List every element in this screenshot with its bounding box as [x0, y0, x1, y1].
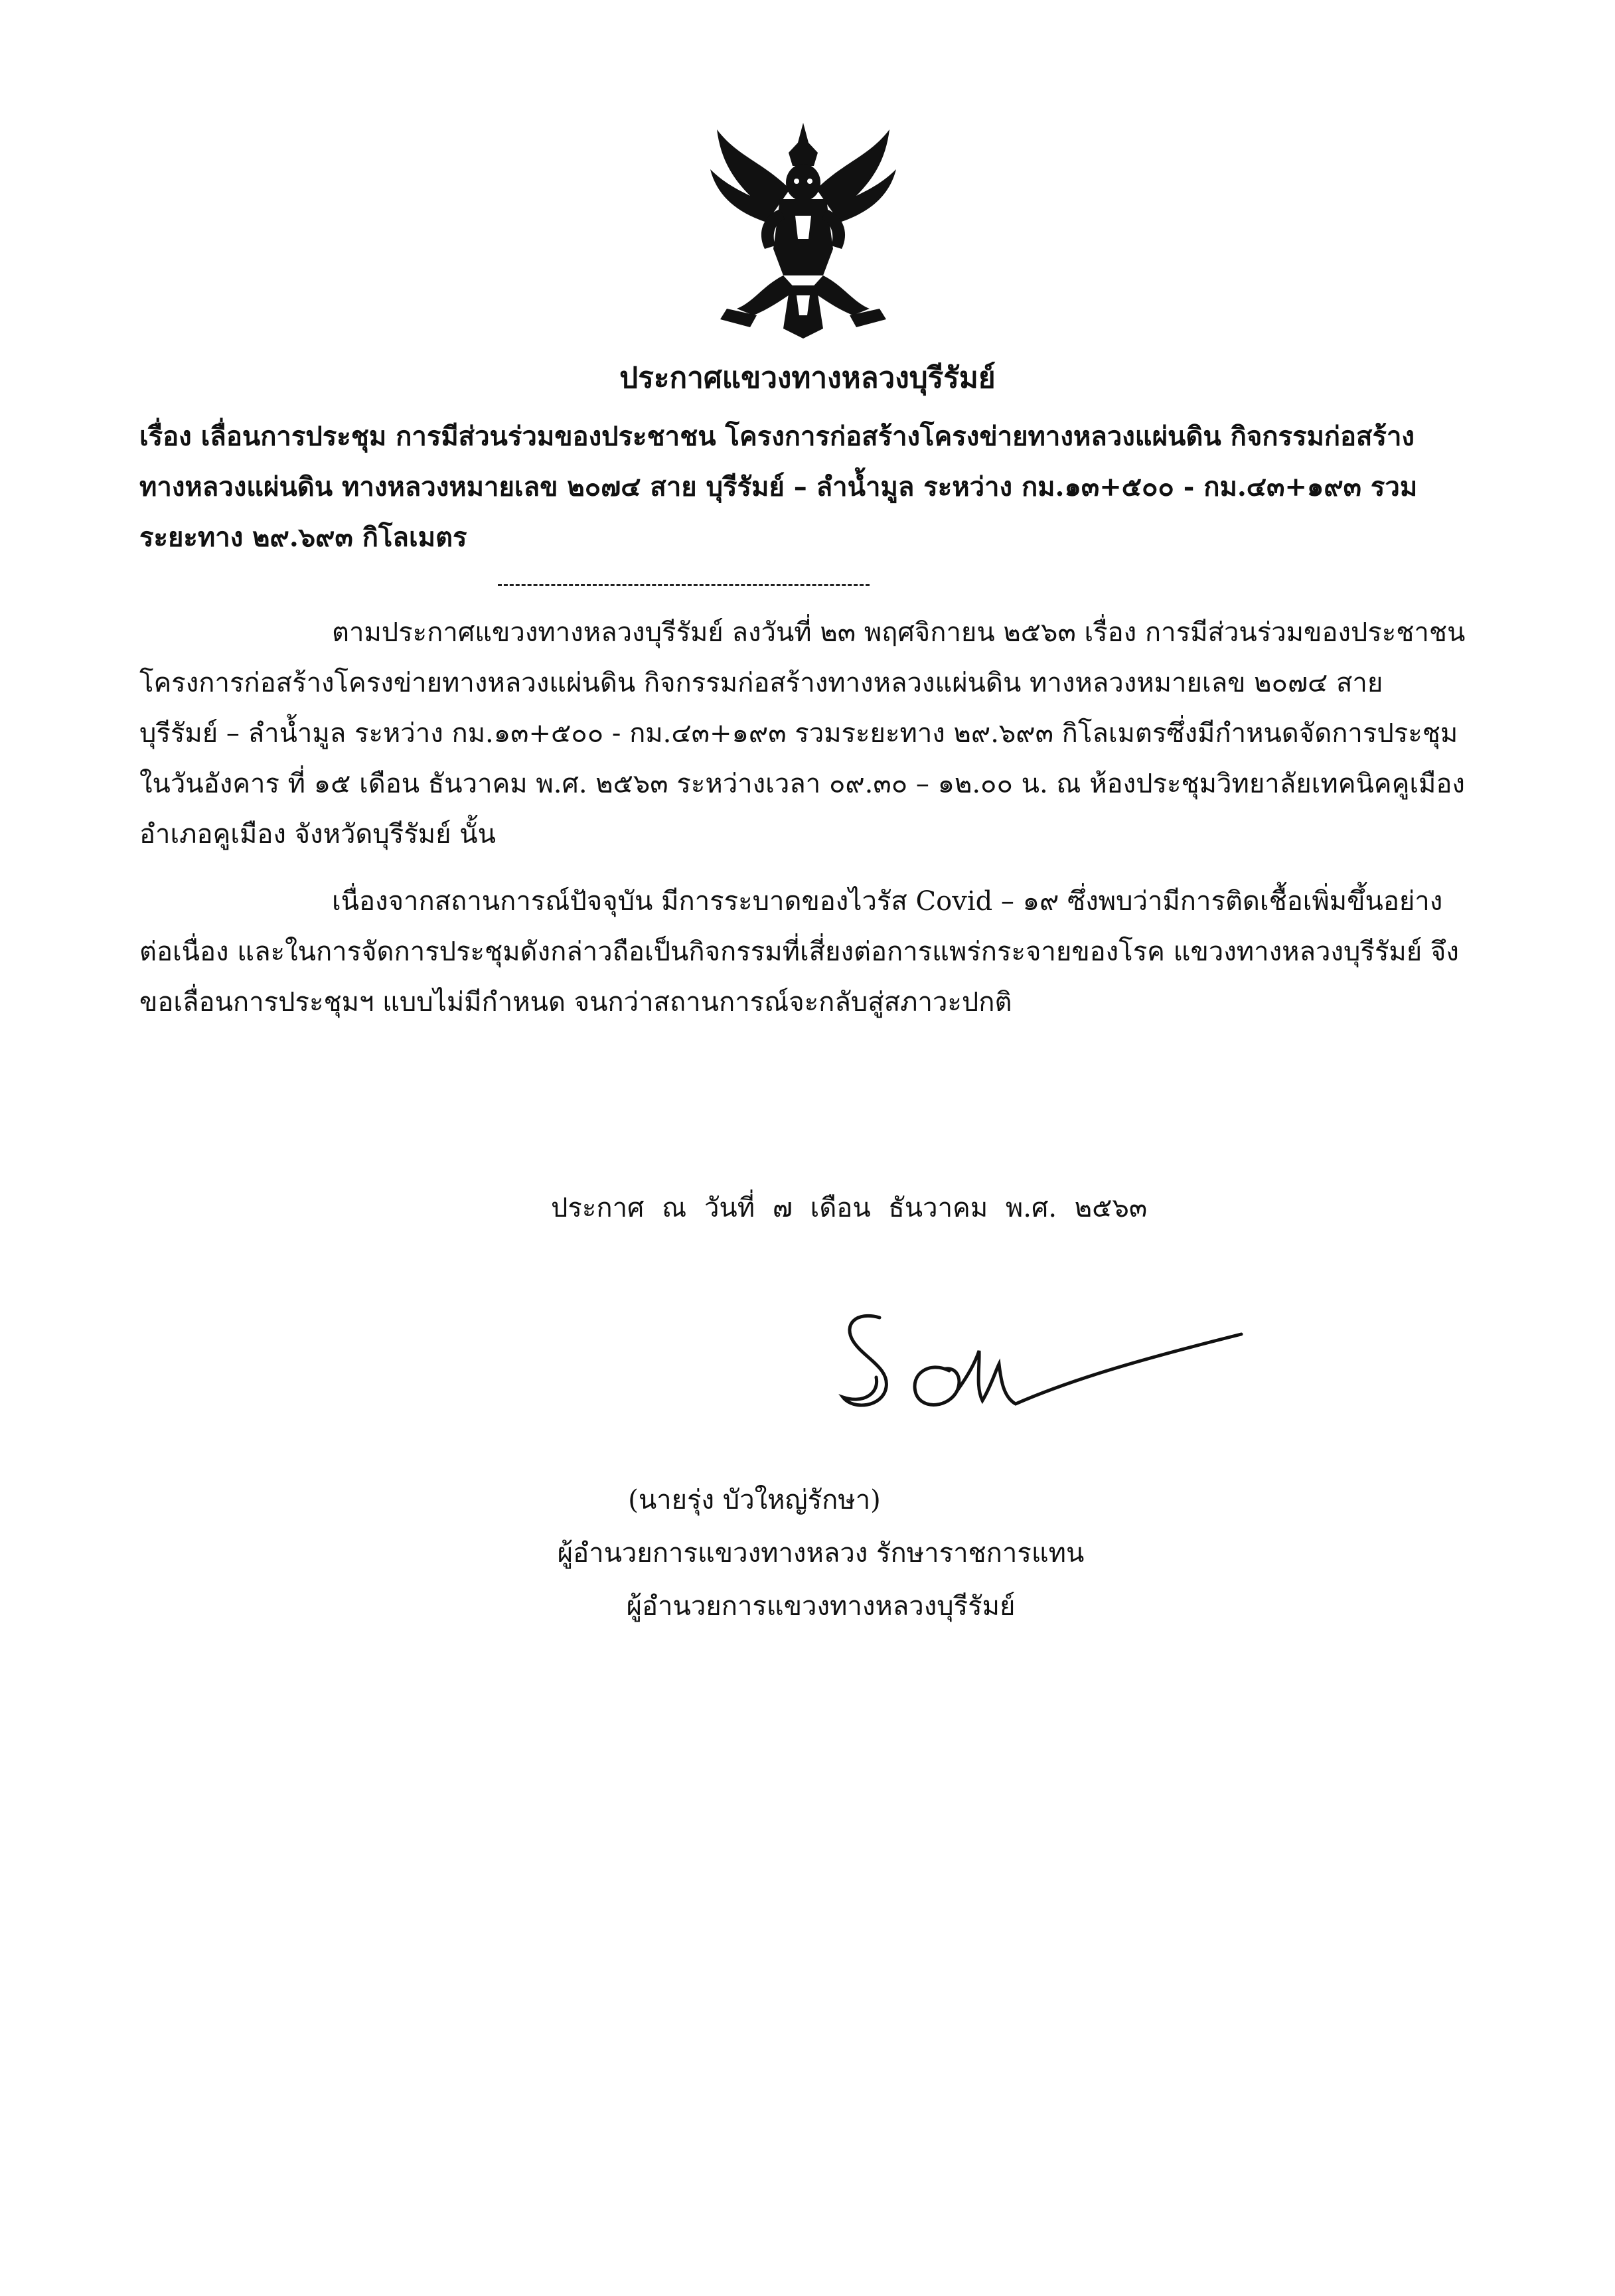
announcement-subject: เรื่อง เลื่อนการประชุม การมีส่วนร่วมของประชาชน โครงการก่อสร้างโครงข่ายทางหลวงแผ่นดิน กิจกรรมก่อสร้างทางหลวงแผ่นดิน ทางหลวงหมายเลข ๒๐๗๔ สาย บุรีรัมย์ – ลำน้ำมูล ระหว่าง กม.๑๓+๕๐๐ - กม.๔๓+๑๙๓ รวมระยะทาง ๒๙.๖๙๓ กิโลเมตร [139, 421, 1418, 553]
paragraph-first: ตามประกาศแขวงทางหลวงบุรีรัมย์ ลงวันที่ ๒๓ พฤศจิกายน ๒๕๖๓ เรื่อง การมีส่วนร่วมของประชาชน โครงการก่อสร้างโครงข่ายทางหลวงแผ่นดิน กิจกรรมก่อสร้างทางหลวงแผ่นดิน ทางหลวงหมายเลข ๒๐๗๔ สาย บุรีรัมย์ – ลำน้ำมูล ระหว่าง กม.๑๓+๕๐๐ - กม.๔๓+๑๙๓ รวมระยะทาง ๒๙.๖๙๓ กิโลเมตรซึ่งมีกำหนดจัดการประชุม ในวันอังคาร ที่ ๑๕ เดือน ธันวาคม พ.ศ. ๒๕๖๓ ระหว่างเวลา ๐๙.๓๐ – ๑๒.๐๐ น. ณ ห้องประชุมวิทยาลัยเทคนิคคูเมือง อำเภอคูเมือง จังหวัดบุรีรัมย์ นั้น [139, 617, 1466, 850]
announcement-heading: ประกาศแขวงทางหลวงบุรีรัมย์ [619, 361, 996, 395]
signer-name: (นายรุ่ง บัวใหญ่รักษา) [628, 1485, 881, 1515]
signer-title-acting: ผู้อำนวยการแขวงทางหลวง รักษาราชการแทน [557, 1538, 1085, 1569]
signature-image [816, 1294, 1268, 1440]
garuda-emblem-icon [690, 116, 916, 342]
signer-title-office: ผู้อำนวยการแขวงทางหลวงบุรีรัมย์ [626, 1591, 1016, 1622]
separator-line [498, 584, 870, 586]
announcement-date: ประกาศ ณ วันที่ ๗ เดือน ธันวาคม พ.ศ. ๒๕๖๓ [551, 1193, 1148, 1223]
paragraph-second: เนื่องจากสถานการณ์ปัจจุบัน มีการระบาดของไวรัส Covid – ๑๙ ซึ่งพบว่ามีการติดเชื้อเพิ่มขึ้นอย่างต่อเนื่อง และในการจัดการประชุมดังกล่าวถือเป็นกิจกรรมที่เสี่ยงต่อการแพร่กระจายของโรค แขวงทางหลวงบุรีรัมย์ จึงขอเลื่อนการประชุมฯ แบบไม่มีกำหนด จนกว่าสถานการณ์จะกลับสู่สภาวะปกติ [139, 886, 1459, 1018]
